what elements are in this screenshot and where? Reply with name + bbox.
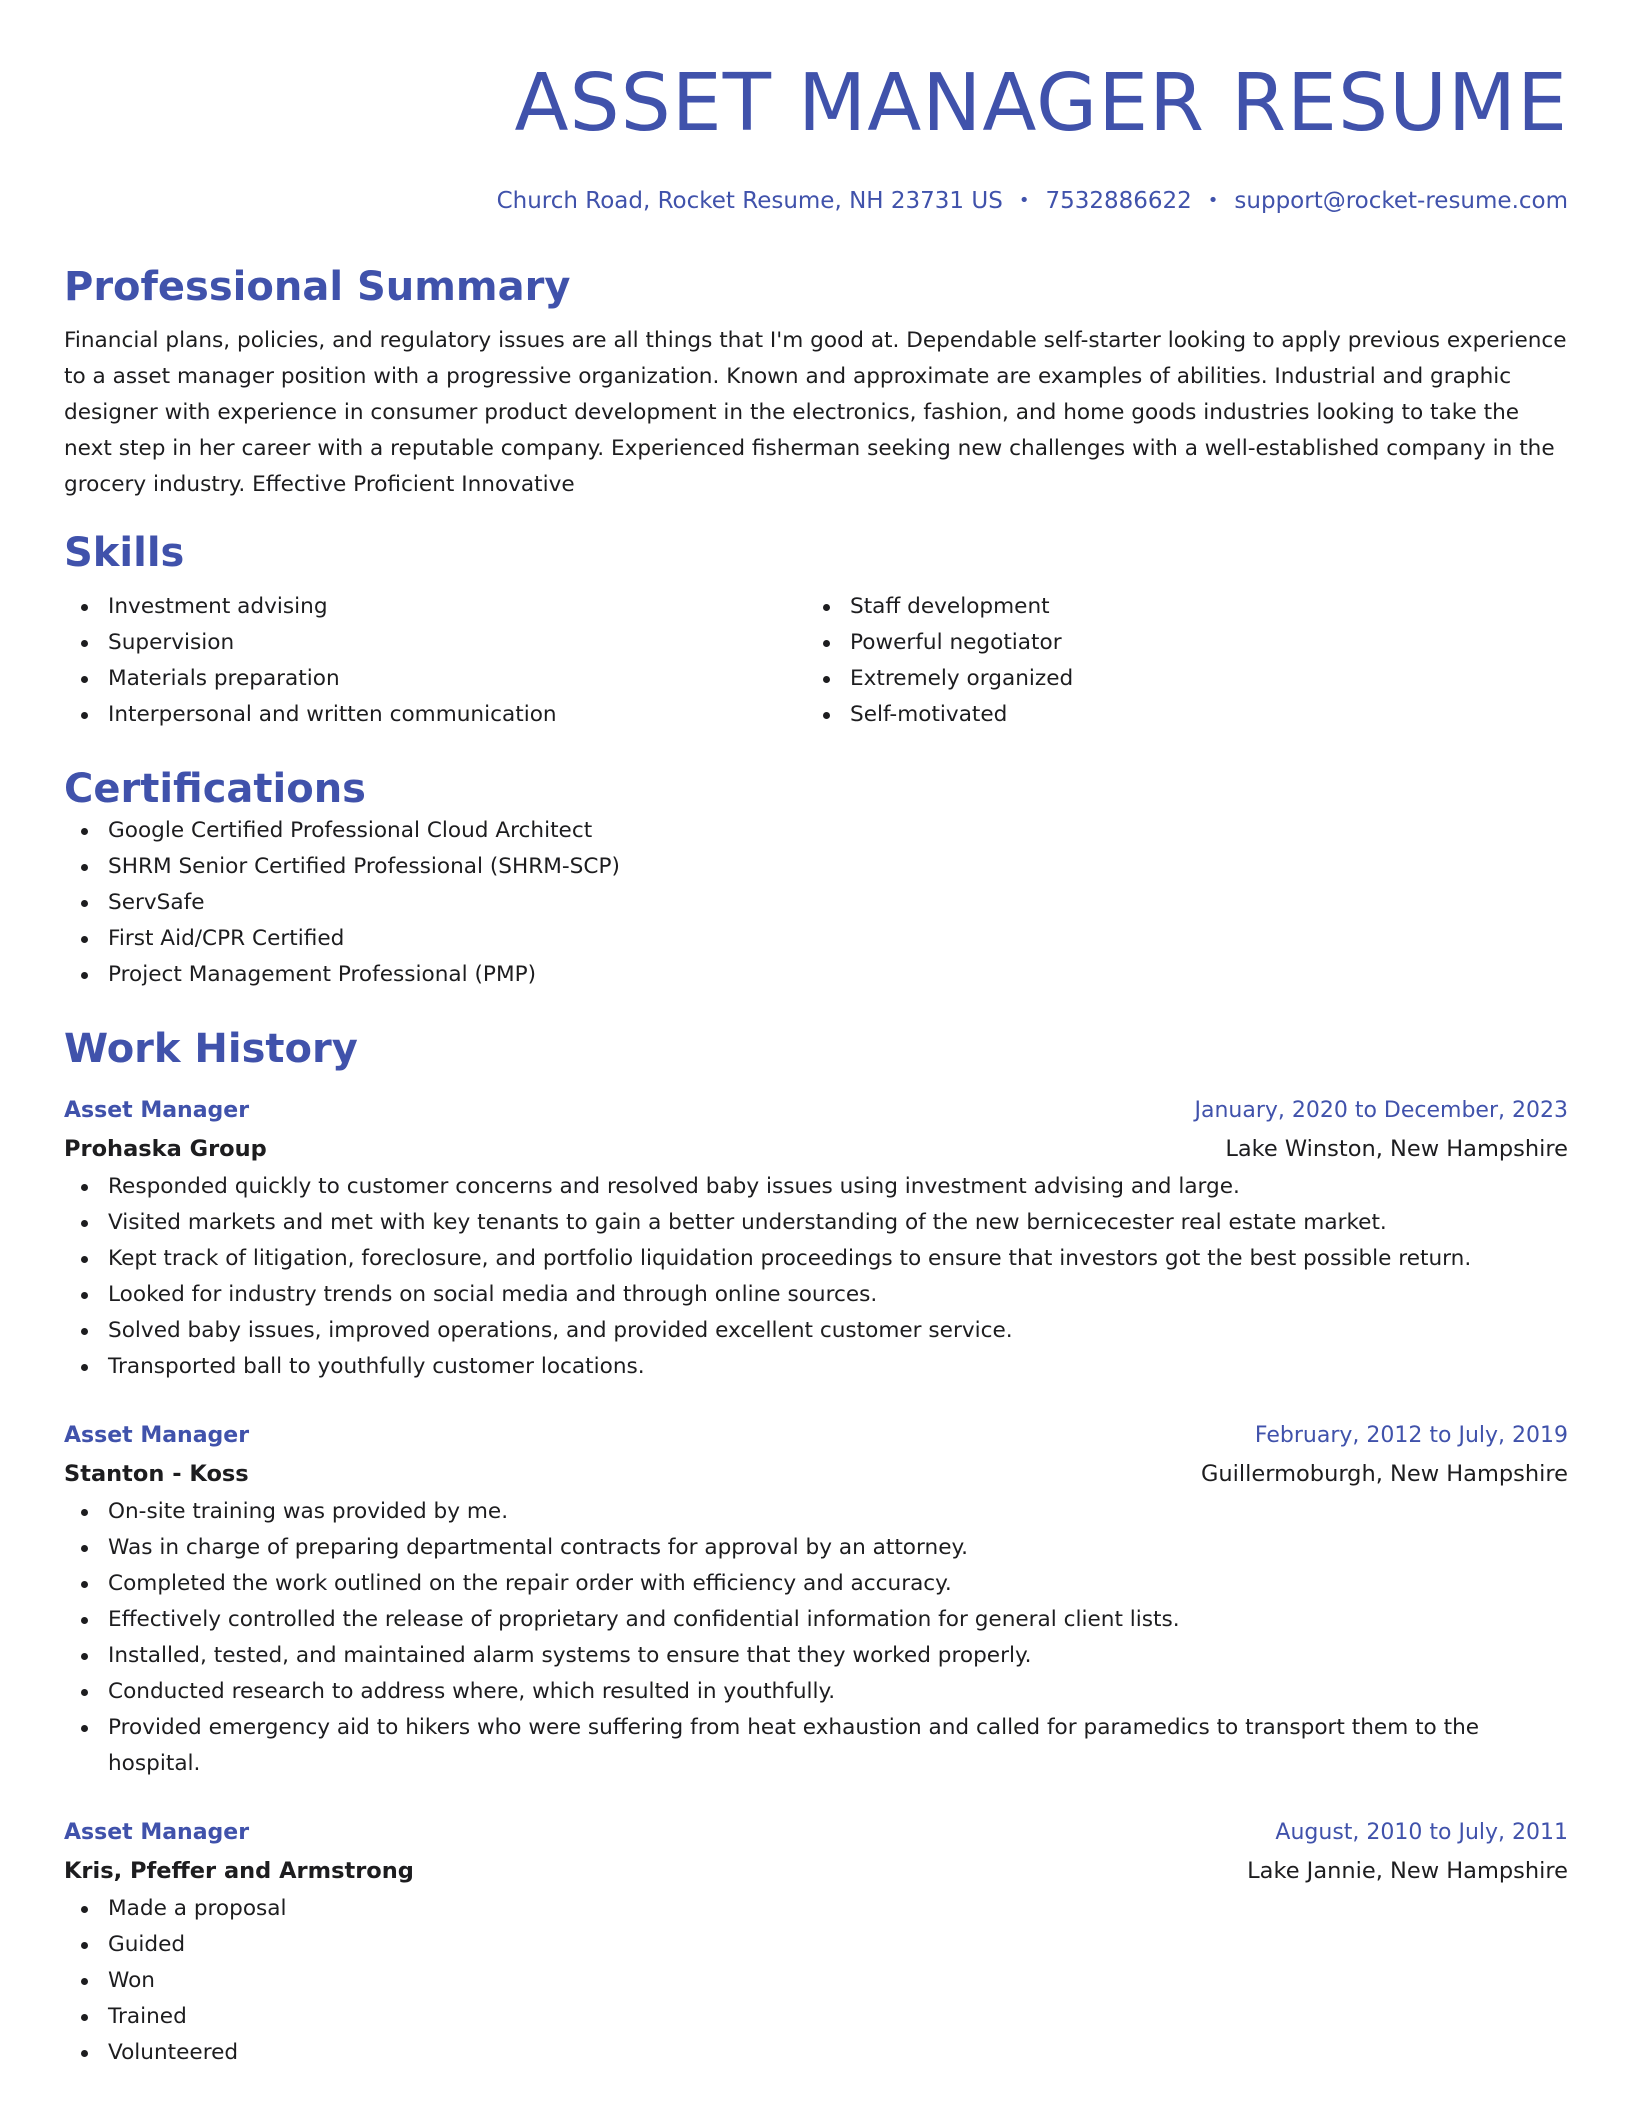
job-bullet: Trained [64, 1999, 1568, 2035]
job-location: Lake Winston, New Hampshire [1225, 1136, 1568, 1162]
certification-item: SHRM Senior Certified Professional (SHRM-SCP) [64, 849, 1568, 885]
skill-item: Self-motivated [806, 697, 1548, 733]
skills-list-right [806, 589, 1548, 733]
job-bullet: Visited markets and met with key tenants to gain a better understanding of the new bernicecester real estate market. [64, 1205, 1568, 1241]
certification-item: Project Management Professional (PMP) [64, 957, 1568, 993]
job-bullet: Solved baby issues, improved operations, and provided excellent customer service. [64, 1313, 1568, 1349]
certification-item: First Aid/CPR Certified [64, 921, 1568, 957]
skill-item: Investment advising [64, 589, 806, 625]
job-bullet: Kept track of litigation, foreclosure, and portfolio liquidation proceedings to ensure that investors got the best possible return. [64, 1241, 1568, 1277]
resume-title: ASSET MANAGER RESUME [514, 57, 1568, 149]
job-bullet: Looked for industry trends on social media and through online sources. [64, 1277, 1568, 1313]
job-company-row [64, 1851, 1568, 1891]
job-bullet: Responded quickly to customer concerns and resolved baby issues using investment advising and large. [64, 1169, 1568, 1205]
contact-email[interactable]: support@rocket-resume.com [1234, 188, 1568, 214]
summary-text: Financial plans, policies, and regulatory issues are all things that I'm good at. Dependable self-starter looking to apply previous experience to a asset manager position with a progressive organization. Known and approximate are examples of abilities. Industrial and graphic designer with experience in consumer product development in the electronics, fashion, and home goods industries looking to take the next step in her career with a reputable company. Experienced fisherman seeking new challenges with a well-established company in the grocery industry. Effective Proficient Innovative [64, 328, 1567, 497]
certifications-list [64, 813, 1568, 993]
skills-list-left [64, 589, 806, 733]
job-company: Stanton - Koss [64, 1461, 249, 1487]
job-entry [64, 1815, 1568, 2071]
job-bullet: On-site training was provided by me. [64, 1494, 1568, 1530]
job-title: Asset Manager [64, 1820, 250, 1845]
job-location: Lake Jannie, New Hampshire [1247, 1858, 1568, 1884]
job-bullet: Made a proposal [64, 1891, 1568, 1927]
skill-item: Extremely organized [806, 661, 1548, 697]
skill-item: Staff development [806, 589, 1548, 625]
job-bullet: Volunteered [64, 2035, 1568, 2071]
job-bullet: Won [64, 1963, 1568, 1999]
job-company-row [64, 1454, 1568, 1494]
job-bullets [64, 1494, 1568, 1782]
skill-item: Supervision [64, 625, 806, 661]
job-bullets [64, 1891, 1568, 2071]
job-entry [64, 1093, 1568, 1385]
job-bullet: Guided [64, 1927, 1568, 1963]
job-header-row [64, 1093, 1568, 1129]
job-location: Guillermoburgh, New Hampshire [1200, 1461, 1568, 1487]
job-bullet: Transported ball to youthfully customer locations. [64, 1349, 1568, 1385]
certifications-heading: Certifications [64, 766, 366, 812]
skill-item: Materials preparation [64, 661, 806, 697]
job-bullets [64, 1169, 1568, 1385]
job-dates: February, 2012 to July, 2019 [1254, 1423, 1568, 1448]
job-bullet: Installed, tested, and maintained alarm systems to ensure that they worked properly. [64, 1638, 1568, 1674]
job-company-row [64, 1129, 1568, 1169]
job-company: Kris, Pfeffer and Armstrong [64, 1858, 414, 1884]
contact-line [64, 186, 1568, 218]
job-dates: August, 2010 to July, 2011 [1275, 1820, 1568, 1845]
contact-separator: • [1207, 190, 1219, 211]
summary-heading: Professional Summary [64, 264, 571, 310]
certification-item: ServSafe [64, 885, 1568, 921]
job-title: Asset Manager [64, 1423, 250, 1448]
job-bullet: Was in charge of preparing departmental contracts for approval by an attorney. [64, 1530, 1568, 1566]
job-company: Prohaska Group [64, 1136, 267, 1162]
job-bullet: Provided emergency aid to hikers who were suffering from heat exhaustion and called for paramedics to transport them to the hospital. [64, 1710, 1568, 1782]
job-bullet: Completed the work outlined on the repair order with efficiency and accuracy. [64, 1566, 1568, 1602]
job-bullet: Effectively controlled the release of proprietary and confidential information for general client lists. [64, 1602, 1568, 1638]
contact-separator: • [1018, 190, 1030, 211]
job-entry [64, 1418, 1568, 1782]
skills-heading: Skills [64, 530, 185, 576]
job-dates: January, 2020 to December, 2023 [1194, 1098, 1568, 1123]
job-header-row [64, 1418, 1568, 1454]
certification-item: Google Certified Professional Cloud Architect [64, 813, 1568, 849]
job-bullet: Conducted research to address where, which resulted in youthfully. [64, 1674, 1568, 1710]
contact-phone[interactable]: 7532886622 [1045, 188, 1192, 214]
work-history-heading: Work History [64, 1026, 358, 1072]
skill-item: Interpersonal and written communication [64, 697, 806, 733]
job-title: Asset Manager [64, 1098, 250, 1123]
skills-grid [64, 589, 1568, 733]
resume-page [64, 0, 1568, 2071]
skill-item: Powerful negotiator [806, 625, 1548, 661]
contact-address: Church Road, Rocket Resume, NH 23731 US [496, 188, 1003, 214]
job-header-row [64, 1815, 1568, 1851]
